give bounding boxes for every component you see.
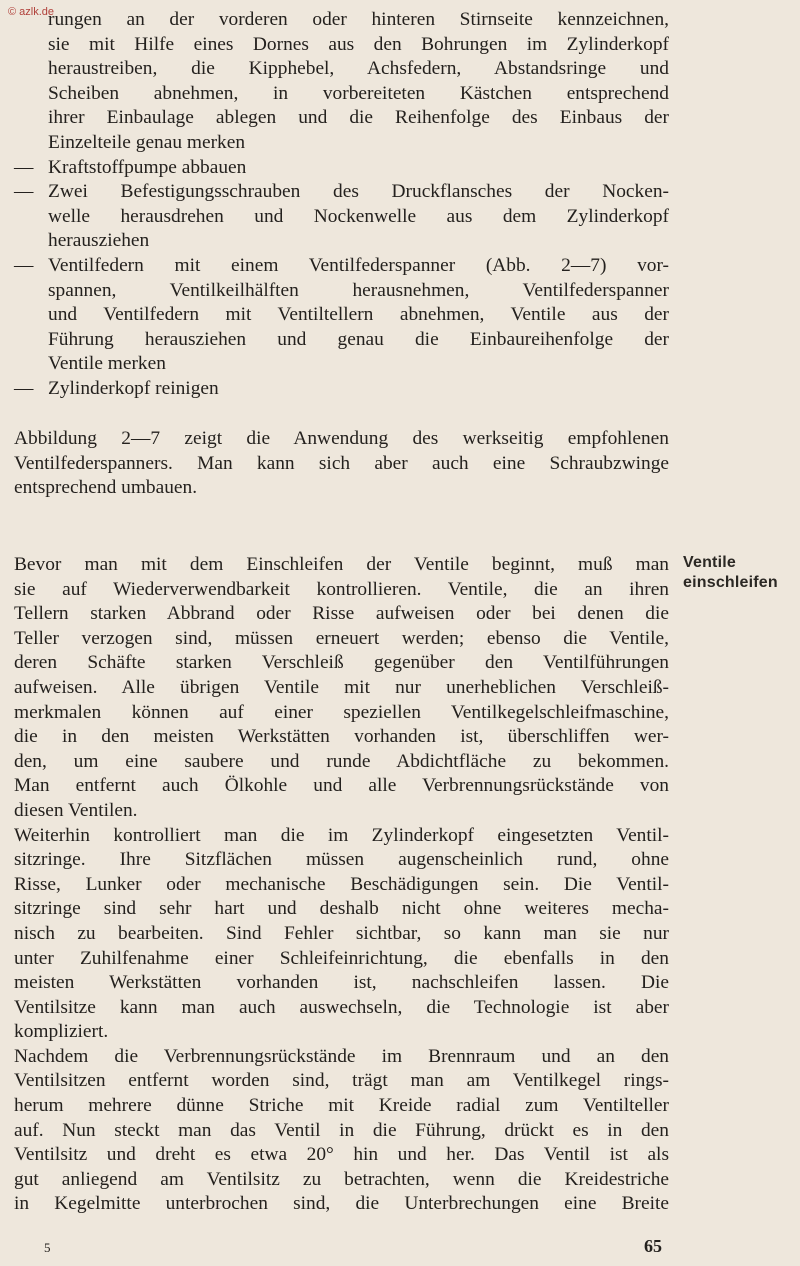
text-line: diesen Ventilen. (14, 799, 138, 821)
text-line: Ventilsitzen entfernt worden sind, trägt man am Ventilkegel rings- (14, 1070, 669, 1092)
dash-bullet: — (14, 181, 34, 203)
text-line: herausziehen (48, 230, 150, 252)
signature-mark: 5 (44, 1240, 51, 1255)
text-line: rungen an der vorderen oder hinteren Stirnseite kennzeichnen, (48, 9, 669, 30)
text-line: und Ventilfedern mit Ventiltellern abnehmen, Ventile aus der (48, 304, 669, 326)
text-line: Abbildung 2—7 zeigt die Anwendung des werkseitig empfohlenen (14, 428, 669, 449)
text-line: Ventile merken (48, 353, 166, 375)
text-line: Teller verzogen sind, müssen erneuert werden; ebenso die Ventile, (14, 627, 669, 649)
text-line: Ventilsitze kann man auch auswechseln, die Technologie ist aber (14, 996, 669, 1018)
text-line: Man entfernt auch Ölkohle und alle Verbrennungsrückstände von (14, 775, 669, 797)
text-line: meisten Werkstätten vorhanden ist, nachschleifen lassen. Die (14, 972, 669, 994)
text-line: sitzringe sind sehr hart und deshalb nicht ohne weiteres mecha- (14, 898, 669, 920)
text-line: Tellern starken Abbrand oder Risse aufweisen oder bei denen die (14, 603, 669, 625)
text-line: sie mit Hilfe eines Dornes aus den Bohrungen im Zylinderkopf (48, 33, 669, 55)
text-line: in Kegelmitte unterbrochen sind, die Unterbrechungen eine Breite (14, 1193, 669, 1215)
text-line: kompliziert. (14, 1021, 109, 1043)
text-line: Bevor man mit dem Einschleifen der Ventile beginnt, muß man (14, 554, 669, 575)
dash-bullet: — (14, 254, 34, 276)
list-item (14, 180, 669, 254)
text-line: die in den meisten Werkstätten vorhanden ist, überschliffen wer- (14, 726, 669, 748)
text-line: Ventilfedern mit einem Ventilfederspanner (Abb. 2—7) vor- (48, 254, 669, 276)
dash-bullet: — (14, 377, 34, 399)
text-line: unter Zuhilfenahme einer Schleifeinrichtung, die ebenfalls in den (14, 947, 669, 969)
text-line: herum mehrere dünne Striche mit Kreide radial zum Ventilteller (14, 1095, 669, 1117)
text-line: merkmalen können auf einer speziellen Ventilkegelschleifmaschine, (14, 701, 669, 723)
text-line: entsprechend umbauen. (14, 477, 198, 499)
list-item (14, 254, 669, 377)
text-line: spannen, Ventilkeilhälften herausnehmen, Ventilfederspanner (48, 279, 669, 301)
text-line: Kraftstoffpumpe abbauen (48, 156, 247, 178)
text-line: welle herausdrehen und Nockenwelle aus dem Zylinderkopf (48, 205, 669, 227)
text-line: auf. Nun steckt man das Ventil in die Führung, drückt es in den (14, 1119, 669, 1141)
list-item (14, 377, 669, 402)
sidehead-line: Ventile (683, 554, 736, 571)
procedure-list (14, 156, 669, 402)
text-line: sie auf Wiederverwendbarkeit kontrollieren. Ventile, die an ihren (14, 578, 669, 600)
text-line: aufweisen. Alle übrigen Ventile mit nur unerheblichen Verschleiß- (14, 676, 669, 698)
text-line: heraustreiben, die Kipphebel, Achsfedern, Abstandsringe und (48, 58, 669, 80)
top-text-block (14, 8, 669, 402)
text-line: Weiterhin kontrolliert man die im Zylinderkopf eingesetzten Ventil- (14, 824, 669, 846)
text-line: Nachdem die Verbrennungsrückstände im Brennraum und an den (14, 1045, 669, 1067)
text-line: Risse, Lunker oder mechanische Beschädigungen sein. Die Ventil- (14, 873, 669, 895)
paragraph (14, 1045, 669, 1217)
paragraph (14, 824, 669, 1045)
section-body (14, 553, 669, 1217)
figure-reference-paragraph (14, 427, 669, 501)
text-line: ihrer Einbaulage ablegen und die Reihenfolge des Einbaus der (48, 107, 669, 129)
dash-bullet: — (14, 156, 34, 178)
text-line: Führung herausziehen und genau die Einbaureihenfolge der (48, 328, 669, 350)
text-line: sitzringe. Ihre Sitzflächen müssen augenscheinlich rund, ohne (14, 849, 669, 871)
text-line: Einzelteile genau merken (48, 131, 246, 153)
text-line: deren Schäfte starken Verschleiß gegenüber den Ventilführungen (14, 652, 669, 674)
text-line: Zwei Befestigungsschrauben des Druckflansches der Nocken- (48, 181, 669, 203)
text-line: nisch zu bearbeiten. Sind Fehler sichtbar, so kann man sie nur (14, 922, 669, 944)
text-line: gut anliegend am Ventilsitz zu betrachten, wenn die Kreidestriche (14, 1168, 669, 1190)
text-line: den, um eine saubere und runde Abdichtfläche zu bekommen. (14, 750, 669, 772)
list-item (14, 156, 669, 181)
section-sidehead (683, 553, 778, 593)
continuation-paragraph (14, 8, 669, 156)
paragraph (14, 553, 669, 824)
text-line: Scheiben abnehmen, in vorbereiteten Kästchen entsprechend (48, 82, 669, 104)
copyright-watermark: © azlk.de (8, 6, 55, 18)
text-line: Ventilsitz und dreht es etwa 20° hin und her. Das Ventil ist als (14, 1144, 669, 1166)
page-number: 65 (644, 1236, 662, 1256)
text-line: Zylinderkopf reinigen (48, 377, 219, 399)
text-line: Ventilfederspanners. Man kann sich aber auch eine Schraubzwinge (14, 452, 669, 474)
sidehead-line: einschleifen (683, 574, 778, 591)
